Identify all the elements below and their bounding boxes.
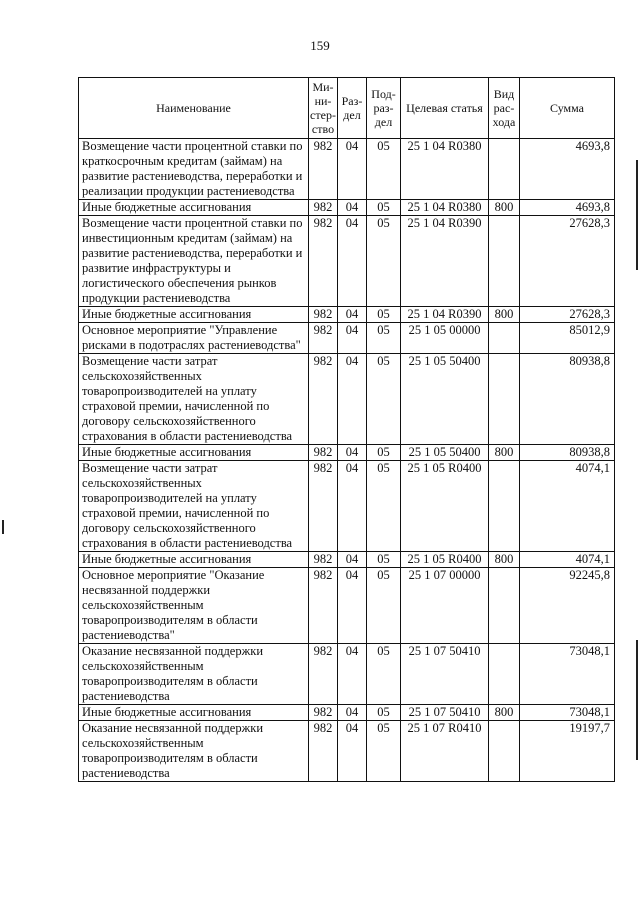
cell-ministry: 982 — [309, 568, 338, 644]
cell-name: Возмещение части затрат сельскохозяйственных товаропроизводителей на уплату страховой премии, начисленной по договору сельскохозяйственного страхования в области растениеводства — [79, 461, 309, 552]
cell-ministry: 982 — [309, 721, 338, 782]
cell-target: 25 1 07 50410 — [401, 644, 489, 705]
header-target: Целевая статья — [401, 78, 489, 139]
cell-target: 25 1 07 00000 — [401, 568, 489, 644]
cell-subsection: 05 — [367, 705, 401, 721]
cell-ministry: 982 — [309, 461, 338, 552]
cell-expense-type — [489, 568, 520, 644]
header-section: Раз-дел — [338, 78, 367, 139]
cell-subsection: 05 — [367, 139, 401, 200]
cell-sum: 27628,3 — [520, 216, 615, 307]
cell-section: 04 — [338, 552, 367, 568]
cell-target: 25 1 05 50400 — [401, 354, 489, 445]
table-row — [79, 200, 615, 216]
cell-name: Основное мероприятие "Оказание несвязанной поддержки сельскохозяйственным товаропроизводителям в области растениеводства" — [79, 568, 309, 644]
cell-ministry: 982 — [309, 139, 338, 200]
table-row — [79, 445, 615, 461]
table-row — [79, 644, 615, 705]
cell-expense-type: 800 — [489, 307, 520, 323]
cell-sum: 85012,9 — [520, 323, 615, 354]
table-row — [79, 721, 615, 782]
cell-target: 25 1 04 R0380 — [401, 200, 489, 216]
cell-name: Иные бюджетные ассигнования — [79, 705, 309, 721]
scan-edge-mark-right-lower — [636, 640, 638, 760]
cell-expense-type — [489, 216, 520, 307]
cell-ministry: 982 — [309, 705, 338, 721]
table-row — [79, 461, 615, 552]
cell-subsection: 05 — [367, 721, 401, 782]
cell-subsection: 05 — [367, 216, 401, 307]
header-ministry: Ми-ни-стер-ство — [309, 78, 338, 139]
cell-section: 04 — [338, 200, 367, 216]
cell-sum: 73048,1 — [520, 705, 615, 721]
cell-section: 04 — [338, 216, 367, 307]
cell-target: 25 1 07 50410 — [401, 705, 489, 721]
cell-target: 25 1 05 50400 — [401, 445, 489, 461]
cell-subsection: 05 — [367, 307, 401, 323]
cell-section: 04 — [338, 568, 367, 644]
scan-edge-mark-left — [2, 520, 4, 534]
cell-sum: 4693,8 — [520, 139, 615, 200]
table-row — [79, 705, 615, 721]
cell-target: 25 1 05 R0400 — [401, 461, 489, 552]
cell-name: Основное мероприятие "Управление рисками в подотраслях растениеводства" — [79, 323, 309, 354]
table-row — [79, 323, 615, 354]
cell-section: 04 — [338, 307, 367, 323]
cell-ministry: 982 — [309, 216, 338, 307]
table-row — [79, 552, 615, 568]
cell-target: 25 1 05 R0400 — [401, 552, 489, 568]
cell-target: 25 1 04 R0390 — [401, 216, 489, 307]
table-row — [79, 139, 615, 200]
cell-ministry: 982 — [309, 445, 338, 461]
cell-sum: 4074,1 — [520, 552, 615, 568]
cell-name: Оказание несвязанной поддержки сельскохозяйственным товаропроизводителям в области растениеводства — [79, 644, 309, 705]
cell-expense-type — [489, 354, 520, 445]
cell-name: Иные бюджетные ассигнования — [79, 307, 309, 323]
page-number: 159 — [310, 38, 330, 53]
cell-ministry: 982 — [309, 307, 338, 323]
budget-table — [78, 77, 615, 782]
table-row — [79, 216, 615, 307]
cell-section: 04 — [338, 354, 367, 445]
cell-subsection: 05 — [367, 200, 401, 216]
header-row — [79, 78, 615, 139]
cell-target: 25 1 05 00000 — [401, 323, 489, 354]
header-sum: Сумма — [520, 78, 615, 139]
cell-expense-type — [489, 139, 520, 200]
header-name: Наименование — [79, 78, 309, 139]
table-row — [79, 354, 615, 445]
scan-edge-mark-right — [636, 160, 638, 270]
cell-target: 25 1 04 R0380 — [401, 139, 489, 200]
cell-expense-type — [489, 721, 520, 782]
cell-expense-type — [489, 644, 520, 705]
cell-ministry: 982 — [309, 323, 338, 354]
cell-sum: 73048,1 — [520, 644, 615, 705]
cell-subsection: 05 — [367, 644, 401, 705]
cell-name: Возмещение части затрат сельскохозяйственных товаропроизводителей на уплату страховой премии, начисленной по договору сельскохозяйственного страхования в области растениеводства — [79, 354, 309, 445]
cell-subsection: 05 — [367, 461, 401, 552]
cell-name: Возмещение части процентной ставки по краткосрочным кредитам (займам) на развитие растениеводства, переработки и реализации продукции растениеводства — [79, 139, 309, 200]
cell-section: 04 — [338, 721, 367, 782]
cell-section: 04 — [338, 644, 367, 705]
table-row — [79, 568, 615, 644]
cell-name: Иные бюджетные ассигнования — [79, 445, 309, 461]
cell-section: 04 — [338, 445, 367, 461]
cell-expense-type: 800 — [489, 705, 520, 721]
cell-sum: 92245,8 — [520, 568, 615, 644]
cell-sum: 19197,7 — [520, 721, 615, 782]
cell-subsection: 05 — [367, 552, 401, 568]
cell-sum: 4693,8 — [520, 200, 615, 216]
cell-section: 04 — [338, 323, 367, 354]
cell-sum: 80938,8 — [520, 445, 615, 461]
cell-ministry: 982 — [309, 200, 338, 216]
cell-expense-type: 800 — [489, 552, 520, 568]
cell-subsection: 05 — [367, 445, 401, 461]
cell-sum: 80938,8 — [520, 354, 615, 445]
cell-target: 25 1 07 R0410 — [401, 721, 489, 782]
cell-expense-type: 800 — [489, 445, 520, 461]
cell-section: 04 — [338, 139, 367, 200]
cell-subsection: 05 — [367, 568, 401, 644]
cell-ministry: 982 — [309, 552, 338, 568]
cell-name: Иные бюджетные ассигнования — [79, 200, 309, 216]
cell-subsection: 05 — [367, 354, 401, 445]
cell-name: Возмещение части процентной ставки по инвестиционным кредитам (займам) на развитие растениеводства, переработки и развитие инфраструктуры и логистического обеспечения рынков продукции растениеводства — [79, 216, 309, 307]
cell-sum: 4074,1 — [520, 461, 615, 552]
cell-section: 04 — [338, 461, 367, 552]
header-subsection: Под-раз-дел — [367, 78, 401, 139]
cell-expense-type — [489, 461, 520, 552]
cell-name: Иные бюджетные ассигнования — [79, 552, 309, 568]
table-row — [79, 307, 615, 323]
cell-target: 25 1 04 R0390 — [401, 307, 489, 323]
cell-expense-type: 800 — [489, 200, 520, 216]
cell-expense-type — [489, 323, 520, 354]
cell-section: 04 — [338, 705, 367, 721]
cell-name: Оказание несвязанной поддержки сельскохозяйственным товаропроизводителям в области растениеводства — [79, 721, 309, 782]
header-expense-type: Вид рас-хода — [489, 78, 520, 139]
cell-subsection: 05 — [367, 323, 401, 354]
cell-sum: 27628,3 — [520, 307, 615, 323]
cell-ministry: 982 — [309, 354, 338, 445]
cell-ministry: 982 — [309, 644, 338, 705]
